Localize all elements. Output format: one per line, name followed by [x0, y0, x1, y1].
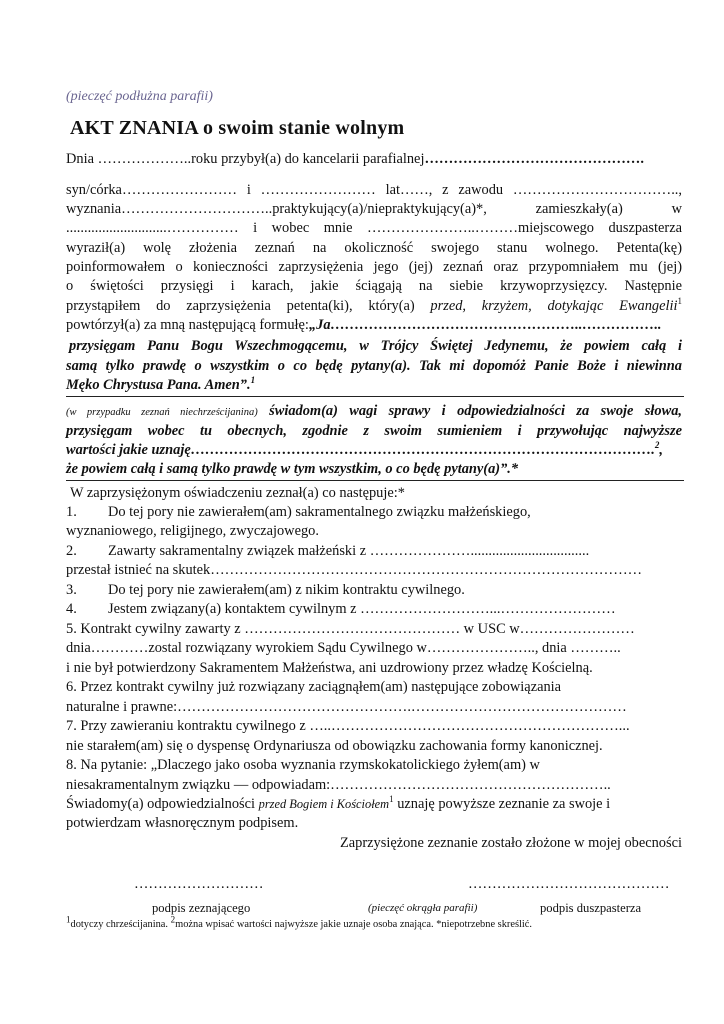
intro-line-date — [66, 149, 682, 169]
footnote-ref-1b: 1 — [250, 375, 256, 386]
statement-4 — [66, 599, 682, 619]
nonchristian-comma: , — [659, 442, 663, 458]
signature-label-priest: podpis duszpasterza — [540, 901, 642, 915]
statement-6-cont: naturalne i prawne:………………………………………….……………………………………… — [66, 699, 627, 715]
statement-2-cont: przestał istnieć na skutek……………………………………………………………………………… — [66, 562, 642, 578]
statement-1 — [66, 502, 682, 522]
statement-8-cont: niesakramentalnym związku — odpowiadam:………………………………………………….. — [66, 777, 611, 793]
confirmation-line — [66, 794, 682, 814]
intro-formula-name: „Ja……………………………………………..…………….. — [308, 317, 662, 333]
intro-date-dots: ………………………………………. — [424, 151, 644, 167]
statement-6: 6. Przez kontrakt cywilny już rozwiązany zaciągnąłem(am) następujące zobowiązania — [66, 679, 562, 695]
nonchristian-note: (w przypadku zeznań niechrześcijanina) — [66, 407, 258, 418]
confirmation-god-church: przed Bogiem i Kościołem — [258, 797, 390, 811]
intro-oath-gesture: przed, krzyżem, dotykając Ewangelii — [430, 298, 678, 314]
statement-5-cont-1: dnia…………zostal rozwiązany wyrokiem Sądu Cywilnego w………………….., dnia ……….. — [66, 640, 621, 656]
footnotes — [66, 914, 532, 930]
nonchristian-line-4: że powiem całą i samą tylko prawdę w tym wszystkim, o co będę pytany(a)”.* — [66, 461, 519, 477]
statement-1-number: 1. — [66, 504, 77, 520]
intro-line-6: poinformowałem o konieczności zaprzysiężenia jego (jej) zeznań oraz przypomniałem mu (jej) — [66, 259, 682, 275]
footnote-mark-2: 2 — [170, 914, 176, 925]
statements-heading: W zaprzysiężonym oświadczeniu zeznał(a) co następuje:* — [70, 485, 405, 501]
intro-line-8 — [66, 296, 682, 316]
footnote-text-1: dotyczy chrześcijanina. — [70, 919, 171, 930]
statement-2-text: Zawarty sakramentalny związek małżeński z …………………................................. — [108, 543, 590, 559]
nonchristian-text-1: świadom(a) wagi sprawy i odpowiedzialności za swoje słowa, — [269, 403, 682, 419]
intro-line-9 — [66, 315, 682, 335]
footnote-ref-1: 1 — [677, 296, 682, 307]
footnote-text-2: można wpisać wartości najwyższe jakie uznaje osoba znająca. *niepotrzebne skreślić. — [175, 919, 532, 930]
signature-line-witness: ……………………… — [134, 876, 264, 892]
statement-1-cont: wyznaniowego, religijnego, zwyczajowego. — [66, 523, 319, 539]
document-title: AKT ZNANIA o swoim stanie wolnym — [70, 117, 405, 139]
statement-2 — [66, 541, 682, 561]
intro-line-7: o świętości przysięgi i karach, jakie ściągają na siebie krzywoprzysięzcy. Następnie — [66, 278, 682, 294]
oath-line-3 — [66, 375, 682, 395]
intro-oath-text: przystąpiłem do zaprzysiężenia petenta(ki), który(a) — [66, 298, 415, 314]
statement-5: 5. Kontrakt cywilny zawarty z ……………………………………… w USC w…………………… — [66, 621, 635, 637]
round-stamp-placeholder: (pieczęć okrągła parafii) — [368, 902, 478, 914]
signature-label-witness: podpis zeznającego — [152, 901, 251, 915]
closing-statement: Zaprzysiężone zeznanie zostało złożone w mojej obecności — [339, 835, 682, 851]
statement-3-number: 3. — [66, 582, 77, 598]
nonchristian-values: wartości jakie uznaję……………………………………………………………………………………. — [66, 442, 655, 458]
intro-line-3: wyznania…………………………..praktykujący(a)/niepraktykujący(a)*, zamieszkały(a) w — [66, 201, 682, 217]
statement-4-text: Jestem związany(a) kontaktem cywilnym z ………………………...…………………… — [108, 601, 616, 617]
footnote-ref-2: 2 — [654, 440, 660, 451]
intro-line-4: ............................…………… i wobec mnie …………………..………miejscowego duszpasterza — [66, 220, 682, 236]
statement-3-text: Do tej pory nie zawierałem(am) z nikim kontraktu cywilnego. — [108, 582, 465, 598]
confirmation-line-2: potwierdzam własnoręcznym podpisem. — [66, 815, 299, 831]
statement-7: 7. Przy zawieraniu kontraktu cywilnego z …..……………………………………………………... — [66, 718, 630, 734]
statement-5-cont-2: i nie był potwierdzony Sakramentem Małżeństwa, ani uzdrowiony przez władzę Kościelną. — [66, 660, 593, 676]
statement-7-cont: nie starałem(am) się o dyspensę Ordynariusza od obowiązku zachowania formy kanonicznej. — [66, 738, 603, 754]
signature-line-priest: …………………………………… — [468, 876, 670, 892]
oath-line-2: samą tylko prawdę o wszystkim o co będę pytany(a). Tak mi dopomóż Panie Boże i niewinna — [66, 358, 682, 374]
parish-stamp-placeholder: (pieczęć podłużna parafii) — [66, 89, 213, 104]
intro-line-5: wyraził(a) wolę złożenia zeznań na okoliczność swojego stanu wolnego. Petenta(kę) — [66, 240, 682, 256]
intro-date-text: Dnia ………………..roku przybył(a) do kancelarii parafialnej — [66, 151, 425, 167]
footnote-mark-1: 1 — [66, 914, 71, 925]
oath-amen: Męko Chrystusa Pana. Amen”. — [66, 377, 251, 393]
statement-4-number: 4. — [66, 601, 77, 617]
confirmation-text-c: uznaję powyższe zeznanie za swoje i — [393, 796, 611, 812]
statement-2-number: 2. — [66, 543, 77, 559]
intro-line-2: syn/córka…………………… i …………………… lat……, z zawodu …………………………….., — [66, 182, 682, 198]
statement-8: 8. Na pytanie: „Dlaczego jako osoba wyznania rzymskokatolickiego żyłem(am) w — [66, 757, 540, 773]
statement-1-text: Do tej pory nie zawierałem(am) sakramentalnego związku małżeńskiego, — [108, 504, 531, 520]
intro-formula-label: powtórzył(a) za mną następującą formułę: — [66, 317, 309, 333]
oath-line-1: przysięgam Panu Bogu Wszechmogącemu, w Trójcy Świętej Jedynemu, że powiem całą i — [69, 338, 682, 354]
divider-bottom — [66, 480, 684, 481]
footnote-ref-1c: 1 — [389, 794, 394, 805]
confirmation-text-a: Świadomy(a) odpowiedzialności — [66, 796, 256, 812]
divider-top — [66, 396, 684, 397]
nonchristian-line-1 — [66, 401, 682, 423]
nonchristian-line-2: przysięgam wobec tu obecnych, zgodnie z swoim sumieniem i przywołując najwyższe — [66, 423, 682, 439]
statement-3 — [66, 580, 682, 600]
nonchristian-line-3 — [66, 440, 682, 460]
